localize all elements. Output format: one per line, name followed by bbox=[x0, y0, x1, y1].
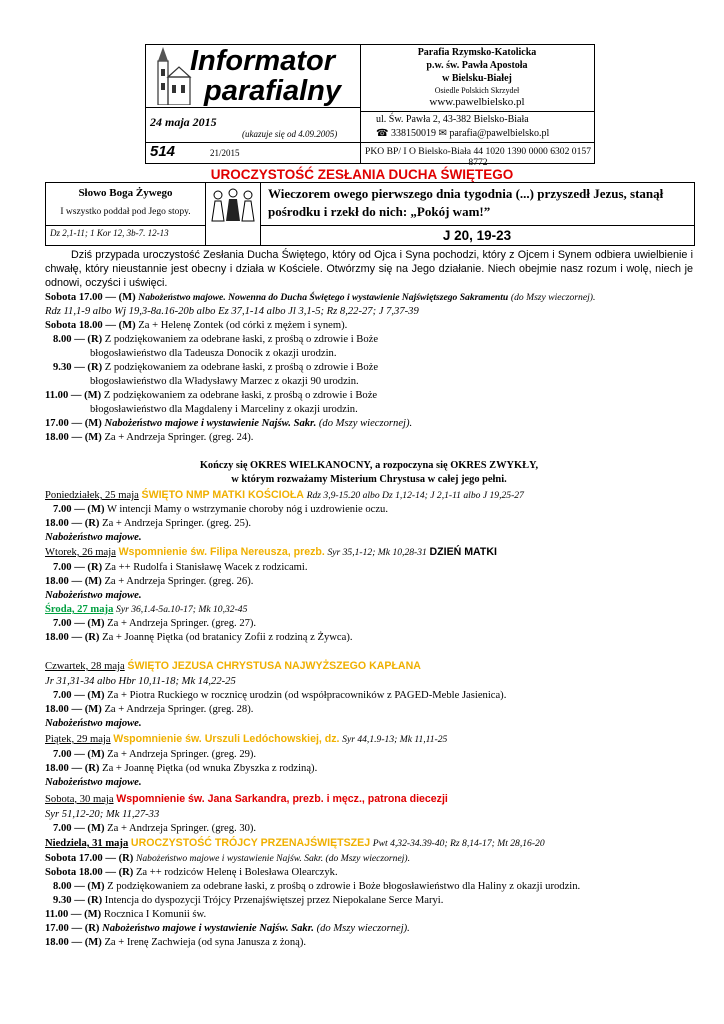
mass-line: 7.00 — (M) W intencji Mamy o wstrzymanie choroby nóg i uzdrowienie oczu. bbox=[53, 504, 389, 515]
day-heading: Niedziela, 31 maja UROCZYSTOŚĆ TRÓJCY PRZENAJŚWIĘTSZEJ Pwt 4,32-34.39-40; Rz 8,14-17; Mt 28,16-20 bbox=[45, 837, 545, 849]
mass-line: 7.00 — (M) Za + Andrzeja Springer. (greg. 29). bbox=[53, 749, 257, 760]
gospel-ref: J 20, 19-23 bbox=[442, 228, 512, 243]
mass-line: 8.00 — (R) Z podziękowaniem za odebrane łaski, z prośbą o zdrowie i Boże bbox=[53, 334, 379, 345]
mass-line: 8.00 — (M) Z podziękowaniem za odebrane łaski, z prośbą o zdrowie i Boże błogosławieństwo dla Haliny z okazji urodzin. bbox=[53, 881, 581, 892]
gospel-sub: I wszystko poddał pod Jego stopy. bbox=[60, 207, 191, 217]
parish-line2: p.w. św. Pawła Apostoła bbox=[426, 60, 528, 71]
mass-line: 7.00 — (M) Za + Piotra Ruckiego w rocznicę urodzin (od współpracowników z PAGED-Meble Jasienica). bbox=[53, 690, 507, 701]
mass-line: 18.00 — (M) Za + Andrzeja Springer. (greg. 26). bbox=[45, 576, 254, 587]
parish-line3: w Bielsku-Białej bbox=[442, 73, 512, 84]
mass-line: 11.00 — (M) Rocznica I Komunii św. bbox=[45, 909, 207, 920]
website-link[interactable]: www.pawelbielsko.pl bbox=[429, 96, 525, 108]
mass-line: Sobota 17.00 — (R) Nabożeństwo majowe i wystawienie Najśw. Sakr. (do Mszy wieczornej). bbox=[45, 853, 410, 864]
since-note: (ukazuje się od 4.09.2005) bbox=[242, 129, 338, 139]
logo-line1: Informator bbox=[190, 45, 335, 77]
note-line: Nabożeństwo majowe. bbox=[45, 718, 142, 729]
mass-line: Sobota 18.00 — (R) Za ++ rodziców Helenę i Bolesława Olearczyk. bbox=[45, 867, 338, 878]
mass-line: Sobota 17.00 — (M) Nabożeństwo majowe. Nowenna do Ducha Świętego i wystawienie Najświętszego Sakramentu (do Mszy wieczornej). bbox=[45, 292, 596, 303]
logo-line2: parafialny bbox=[204, 75, 341, 107]
day-heading: Piątek, 29 maja Wspomnienie św. Urszuli Ledóchowskiej, dz. Syr 44,1.9-13; Mk 11,11-25 bbox=[45, 733, 448, 745]
mass-line: 18.00 — (M) Za + Andrzeja Springer. (greg. 24). bbox=[45, 432, 254, 443]
page-title: UROCZYSTOŚĆ ZESŁANIA DUCHA ŚWIĘTEGO bbox=[210, 167, 514, 182]
mass-line: 18.00 — (R) Za + Joannę Piętka (od wnuka Zbyszka z rodziną). bbox=[45, 763, 318, 774]
contact: ☎ 338150019 ✉ parafia@pawelbielsko.pl bbox=[376, 128, 550, 139]
mass-line: 18.00 — (R) Za + Joannę Piętka (od bratanicy Zofii z rodziną z Żywca). bbox=[45, 632, 353, 643]
gospel-quote: Wieczorem owego pierwszego dnia tygodnia (...) przyszedł Jezus, stanął pośrodku i rzekł do nich: „Pokój wam!” bbox=[268, 186, 664, 219]
readings-line: Rdz 11,1-9 albo Wj 19,3-8a.16-20b albo Ez 37,1-14 albo Jl 3,1-5; Rz 8,22-27; J 7,37-39 bbox=[45, 306, 419, 317]
day-heading: Środa, 27 maja Syr 36,1.4-5a.10-17; Mk 10,32-45 bbox=[45, 604, 248, 615]
day-heading: Wtorek, 26 maja Wspomnienie św. Filipa Nereusza, prezb. Syr 35,1-12; Mk 10,28-31 DZIEŃ MATKI bbox=[45, 546, 497, 558]
mass-line: 9.30 — (R) Z podziękowaniem za odebrane łaski, z prośbą o zdrowie i Boże bbox=[53, 362, 379, 373]
mass-line-cont: błogosławieństwo dla Tadeusza Donocik z okazji urodzin. bbox=[90, 348, 337, 359]
gospel-heading: Słowo Boga Żywego bbox=[78, 187, 173, 199]
mass-line: 18.00 — (M) Za + Irenę Zachwieja (od syna Janusza z żoną). bbox=[45, 937, 307, 948]
parish-line1: Parafia Rzymsko-Katolicka bbox=[417, 47, 537, 58]
mass-line: 11.00 — (M) Z podziękowaniem za odebrane łaski, z prośbą o zdrowie i Boże bbox=[45, 390, 378, 401]
mass-line: 7.00 — (M) Za + Andrzeja Springer. (greg. 27). bbox=[53, 618, 257, 629]
apostles-icon bbox=[210, 187, 256, 223]
mass-line: 17.00 — (M) Nabożeństwo majowe i wystawienie Najśw. Sakr. (do Mszy wieczornej). bbox=[45, 418, 413, 429]
address: ul. Św. Pawła 2, 43-382 Bielsko-Biała bbox=[376, 114, 529, 125]
estate: Osiedle Polskich Skrzydeł bbox=[434, 86, 520, 95]
readings-line: Jr 31,31-34 albo Hbr 10,11-18; Mk 14,22-25 bbox=[45, 676, 236, 687]
mass-line: Sobota 18.00 — (M) Za + Helenę Zontek (od córki z mężem i synem). bbox=[45, 320, 348, 331]
mass-line: 7.00 — (M) Za + Andrzeja Springer. (greg. 30). bbox=[53, 823, 257, 834]
note-line: Nabożeństwo majowe. bbox=[45, 777, 142, 788]
readings: Dz 2,1-11; 1 Kor 12, 3b-7. 12-13 bbox=[50, 228, 169, 238]
masthead bbox=[145, 44, 595, 168]
mass-line: 17.00 — (R) Nabożeństwo majowe i wystawienie Najśw. Sakr. (do Mszy wieczornej). bbox=[45, 923, 410, 934]
mass-line: 9.30 — (R) Intencja do dyspozycji Trójcy Przenajświętszej przez Niepokalane Serce Maryi. bbox=[53, 895, 444, 906]
note-line: Nabożeństwo majowe. bbox=[45, 590, 142, 601]
day-heading: Poniedziałek, 25 maja ŚWIĘTO NMP MATKI KOŚCIOŁA Rdz 3,9-15.20 albo Dz 1,12-14; J 2,1-11 albo J 19,25-27 bbox=[45, 489, 524, 501]
church-icon bbox=[150, 47, 192, 105]
gospel-box bbox=[45, 182, 695, 246]
issue-date: 24 maja 2015 bbox=[150, 115, 217, 129]
mass-line: 7.00 — (R) Za ++ Rudolfa i Stanisławę Wacek z rodzicami. bbox=[53, 562, 308, 573]
note-line: Nabożeństwo majowe. bbox=[45, 532, 142, 543]
mass-line-cont: błogosławieństwo dla Magdaleny i Marceliny z okazji urodzin. bbox=[90, 404, 358, 415]
day-heading: Czwartek, 28 maja ŚWIĘTO JEZUSA CHRYSTUSA NAJWYŻSZEGO KAPŁANA bbox=[45, 660, 421, 672]
bank-account: PKO BP/ I O Bielsko-Biała 44 1020 1390 0000 6302 0157 8772 bbox=[365, 146, 591, 168]
readings-line: Syr 51,12-20; Mk 11,27-33 bbox=[45, 809, 160, 820]
mass-line: 18.00 — (M) Za + Andrzeja Springer. (greg. 28). bbox=[45, 704, 254, 715]
day-heading: Sobota, 30 maja Wspomnienie św. Jana Sarkandra, prezb. i męcz., patrona diecezji bbox=[45, 793, 448, 805]
season-note: Kończy się OKRES WIELKANOCNY, a rozpoczyna się OKRES ZWYKŁY, bbox=[199, 460, 539, 471]
mass-line: 18.00 — (R) Za + Andrzeja Springer. (greg. 25). bbox=[45, 518, 252, 529]
season-note: w którym rozważamy Misterium Chrystusa w całej jego pełni. bbox=[231, 474, 507, 485]
issue-code: 21/2015 bbox=[210, 148, 240, 158]
intro-text: Dziś przypada uroczystość Zesłania Ducha Świętego, który od Ojca i Syna pochodzi, który z Ojcem i Synem odbiera uwielbienie i chwałę, który nieustannie jest obecny i działa w Kościele. Otwórzmy się na Jego działanie. Niech obejmie nasz rozum i wolę, niech je odnowi, oczyści i uświęci. bbox=[45, 249, 693, 289]
issue-number: 514 bbox=[150, 143, 176, 160]
mass-line-cont: błogosławieństwo dla Władysławy Marzec z okazji 90 urodzin. bbox=[90, 376, 359, 387]
